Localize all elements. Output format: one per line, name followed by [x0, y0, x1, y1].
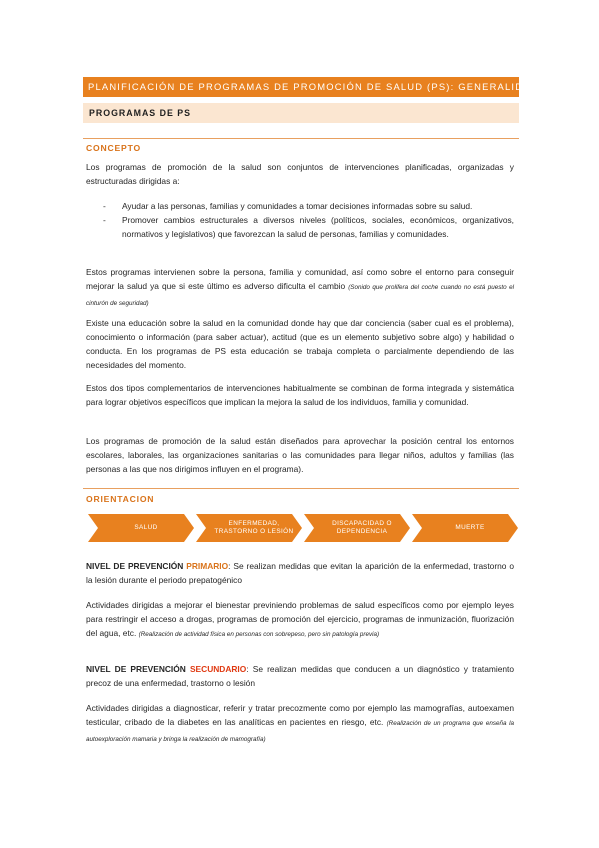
level-text: : Se realizan medidas que evitan la aparición de la enfermedad, trastorno o la lesión durante el periodo prepatogénico — [86, 561, 514, 585]
list-item — [86, 213, 514, 241]
activities-text: Actividades dirigidas a diagnosticar, referir y tratar precozmente como por ejemplo las mamografías, autoexamen testicular, cribado de la diabetes en las analíticas en pacientes en riesgo, etc. — [86, 703, 514, 727]
flow-step-discapacidad — [314, 514, 410, 542]
paragraph-entorno — [86, 265, 514, 311]
flow-step-muerte — [422, 514, 518, 542]
orientacion-heading: ORIENTACION — [86, 494, 155, 504]
level-keyword-secundario: SECUNDARIO — [189, 664, 247, 674]
level-label: NIVEL DE PREVENCIÓN — [86, 664, 186, 674]
nivel-secundario — [86, 662, 514, 690]
concepto-intro: Los programas de promoción de la salud son conjuntos de intervenciones planificadas, organizadas y estructuradas dirigidas a: — [86, 162, 514, 186]
example-note: (Sonido que prolifera del coche cuando no está puesto el cinturón de seguridad) — [86, 284, 514, 307]
flow-step-label: MUERTE — [455, 524, 485, 531]
flow-step-label: DISCAPACIDAD O — [332, 520, 392, 527]
divider — [83, 488, 519, 489]
paragraph-complementarios: Estos dos tipos complementarios de intervenciones habitualmente se combinan de forma integrada y sistemática para lograr objetivos específicos que implican la mejora la salud de los individuos, familia y comunidad. — [86, 383, 514, 407]
paragraph-entornos: Los programas de promoción de la salud están diseñados para aprovechar la posición central los entornos escolares, laborales, las organizaciones sanitarias o las comunidades para llegar niños, adultos y familias (las personas a las que nos dirigimos influyen en el programa). — [86, 436, 514, 474]
actividades-primario — [86, 598, 514, 642]
level-text: : Se realizan medidas que conducen a un diagnóstico y tratamiento precoz de una enfermedad, trastorno o lesión — [86, 664, 514, 688]
paragraph-educacion: Existe una educación sobre la salud en la comunidad donde hay que dar conciencia (saber cual es el problema), conocimiento o información (para saber actuar), actitud (que es un elemento subjetivo sobre algo) y habilidad o conducta. En los programas de PS esta educación se trabaja completa o parcialmente dependiendo de las necesidades del momento. — [86, 318, 514, 370]
flow-step-label: TRASTORNO O LESIÓN — [214, 528, 294, 535]
flow-step-label: ENFERMEDAD, — [228, 520, 280, 527]
document-title: PLANIFICACIÓN DE PROGRAMAS DE PROMOCIÓN DE SALUD (PS): GENERALIDADES — [83, 77, 519, 97]
actividades-secundario — [86, 701, 514, 747]
list-item-text: Promover cambios estructurales a diversos niveles (políticos, sociales, económicos, organizativos, normativos y legislativos) que favorezcan la salud de personas, familias y comunidades. — [122, 215, 514, 239]
activities-text: Actividades dirigidas a mejorar el bienestar previniendo problemas de salud específicos como por ejemplo leyes para restringir el acceso a drogas, programas de promoción del ejercicio, programas de inmunización, fluorización del agua, etc. — [86, 600, 514, 638]
flow-step-enfermedad — [206, 514, 302, 542]
prevention-flow-diagram — [88, 514, 520, 542]
list-item — [86, 199, 514, 213]
example-note: (Realización de actividad física en personas con sobrepeso, pero sin patología previa) — [138, 631, 380, 638]
flow-step-label: DEPENDENCIA — [336, 528, 388, 535]
level-label: NIVEL DE PREVENCIÓN — [86, 561, 184, 571]
flow-step-salud — [98, 514, 194, 542]
divider — [83, 138, 519, 139]
paragraph-text: Estos programas intervienen sobre la persona, familia y comunidad, así como sobre el entorno para conseguir mejorar la salud ya que si este último es adverso dificulta el cambio — [86, 267, 514, 291]
section-title: PROGRAMAS DE PS — [83, 103, 519, 123]
concepto-heading: CONCEPTO — [86, 143, 141, 153]
dash-bullet-icon: - — [103, 215, 106, 225]
level-keyword-primario: PRIMARIO — [186, 561, 229, 571]
example-note: (Realización de un programa que enseña la autoexploración mamaria y bringa la realización de mamografía) — [86, 720, 515, 743]
dash-bullet-icon: - — [103, 201, 106, 211]
nivel-primario — [86, 559, 514, 587]
flow-step-label: SALUD — [134, 524, 158, 531]
list-item-text: Ayudar a las personas, familias y comunidades a tomar decisiones informadas sobre su salud. — [122, 201, 473, 211]
concepto-bullet-list — [86, 199, 514, 241]
